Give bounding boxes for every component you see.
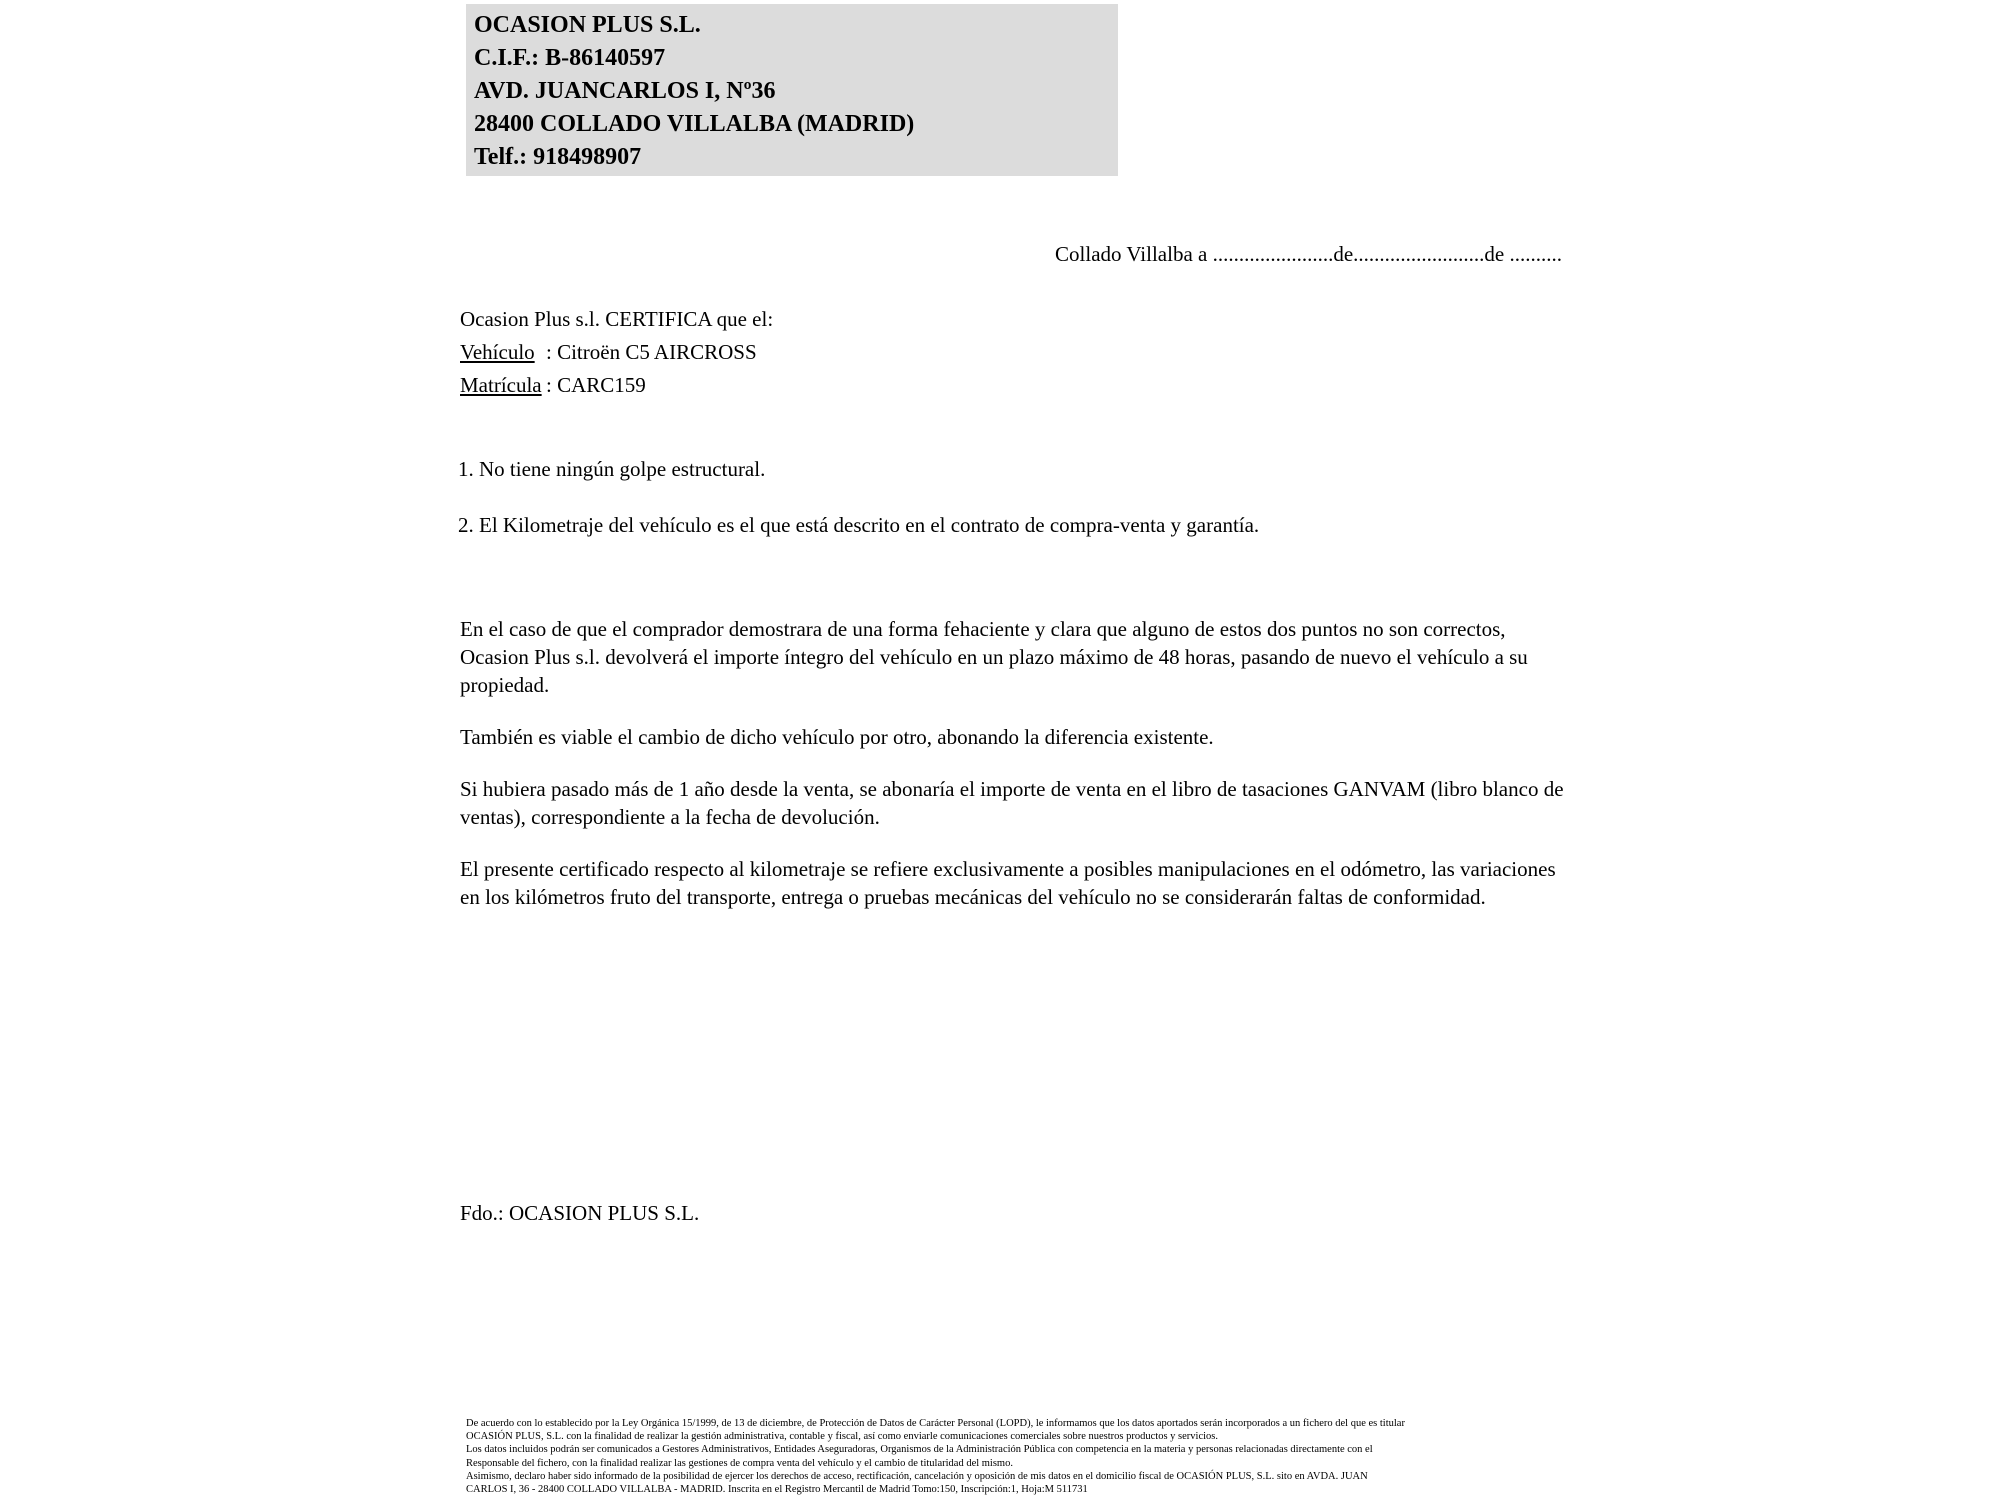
terms-paragraphs xyxy=(460,615,1564,935)
company-cif: C.I.F.: B-86140597 xyxy=(474,45,666,71)
footer-line: Asimismo, declaro haber sido informado de la posibilidad de ejercer los derechos de acceso, rectificación, cancelación y oposición de mis datos en el domicilio fiscal de OCASIÓN PLUS, S.L. sito en AVDA. JUAN xyxy=(466,1470,1368,1482)
footer-line: De acuerdo con lo establecido por la Ley Orgánica 15/1999, de 13 de diciembre, de Protección de Datos de Carácter Personal (LOPD), le informamos que los datos aportados serán incorporados a un fichero del que es titular xyxy=(466,1418,1405,1429)
certifies-line: Ocasion Plus s.l. CERTIFICA que el: xyxy=(460,307,774,331)
footer-line: Responsable del fichero, con la finalidad realizar las gestiones de compra venta del vehículo y el cambio de titularidad del mismo. xyxy=(466,1457,1013,1469)
certified-points xyxy=(458,455,1562,539)
company-address: AVD. JUANCARLOS I, Nº36 xyxy=(474,78,776,104)
point-2: 2. El Kilometraje del vehículo es el que está descrito en el contrato de compra-venta y garantía. xyxy=(458,513,1260,537)
vehicle-row xyxy=(460,336,773,369)
footer-line: CARLOS I, 36 - 28400 COLLADO VILLALBA - MADRID. Inscrita en el Registro Mercantil de Madrid Tomo:150, Inscripción:1, Hoja:M 511731 xyxy=(466,1484,1088,1496)
company-header-block xyxy=(466,4,1118,176)
vehicle-label: Vehículo xyxy=(460,340,535,364)
paragraph-odometer: El presente certificado respecto al kilometraje se refiere exclusivamente a posibles manipulaciones en el odómetro, las variaciones en los kilómetros fruto del transporte, entrega o pruebas mecánicas del vehículo no se considerarán faltas de conformidad. xyxy=(460,857,1556,909)
plate-label: Matrícula xyxy=(460,373,542,397)
footer-line: Los datos incluidos podrán ser comunicados a Gestores Administrativos, Entidades Aseguradoras, Organismos de la Administración Pública con competencia en la materia y personas relacionadas directamente con el xyxy=(466,1444,1373,1456)
footer-line: OCASIÓN PLUS, S.L. con la finalidad de realizar la gestión administrativa, contable y fiscal, así como enviarle comunicaciones comerciales sobre nuestros productos y servicios. xyxy=(466,1431,1218,1443)
paragraph-ganvam: Si hubiera pasado más de 1 año desde la venta, se abonaría el importe de venta en el libro de tasaciones GANVAM (libro blanco de ventas), correspondiente a la fecha de devolución. xyxy=(460,777,1564,829)
legal-footer xyxy=(466,1417,1405,1496)
certification-block xyxy=(460,303,773,402)
company-name: OCASION PLUS S.L. xyxy=(474,12,701,38)
vehicle-value: : Citroën C5 AIRCROSS xyxy=(546,340,757,364)
plate-value: : CARC159 xyxy=(546,373,646,397)
signature-line: Fdo.: OCASION PLUS S.L. xyxy=(460,1201,700,1225)
plate-row xyxy=(460,369,773,402)
company-phone: Telf.: 918498907 xyxy=(474,144,642,170)
point-1: 1. No tiene ningún golpe estructural. xyxy=(458,457,766,481)
paragraph-refund: En el caso de que el comprador demostrara de una forma fehaciente y clara que alguno de estos dos puntos no son correctos, Ocasion Plus s.l. devolverá el importe íntegro del vehículo en un plazo máximo de 48 horas, pasando de nuevo el vehículo a su propiedad. xyxy=(460,617,1528,697)
date-line: Collado Villalba a .......................de.........................de .......... xyxy=(1055,242,1562,266)
company-city: 28400 COLLADO VILLALBA (MADRID) xyxy=(474,111,915,137)
paragraph-exchange: También es viable el cambio de dicho vehículo por otro, abonando la diferencia existente. xyxy=(460,725,1214,749)
